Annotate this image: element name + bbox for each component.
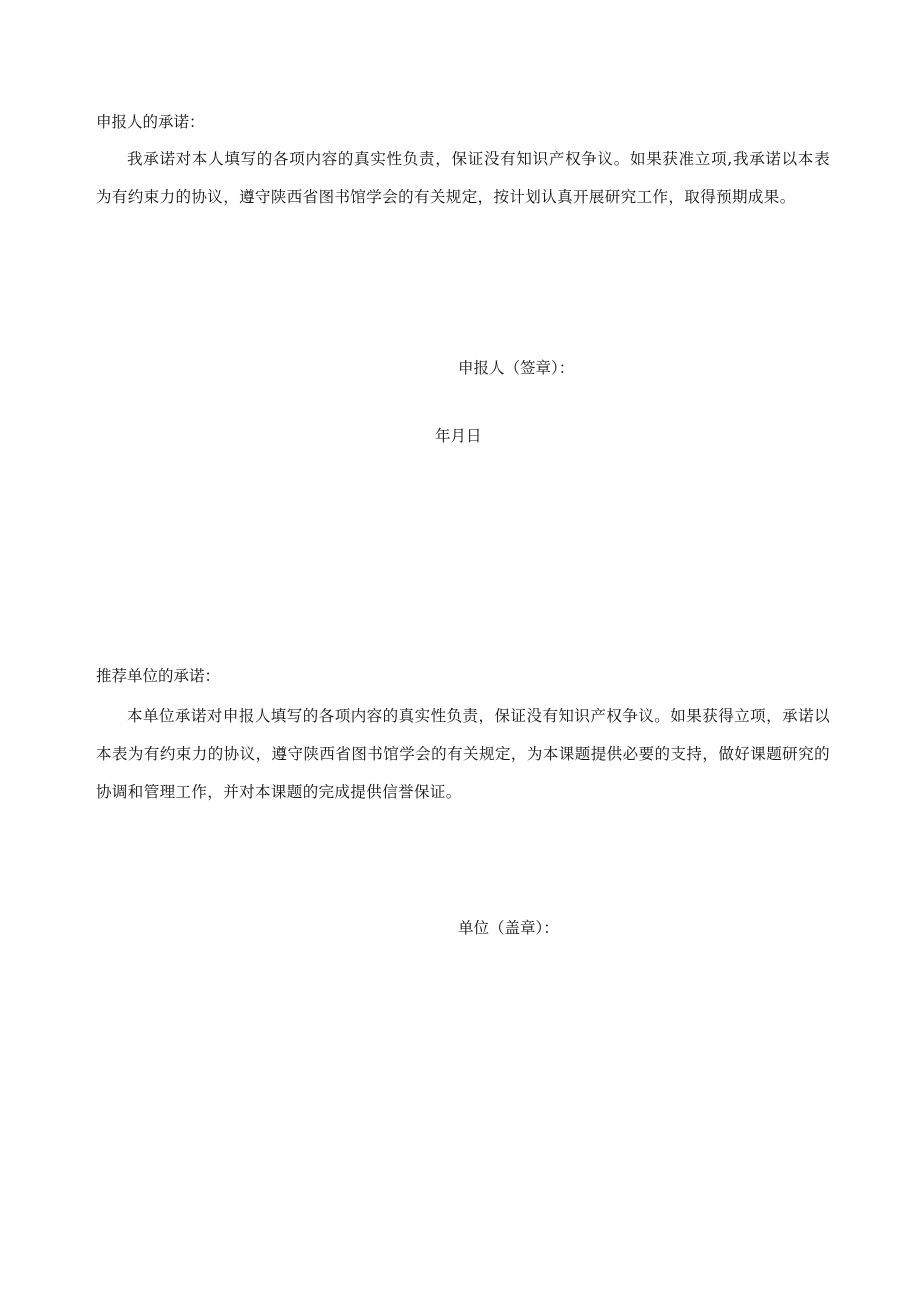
- applicant-signature-label: 申报人（签章）：: [458, 359, 575, 377]
- applicant-pledge-heading: 申报人的承诺：: [96, 113, 205, 131]
- applicant-pledge-text: 我承诺对本人填写的各项内容的真实性负责，保证没有知识产权争议。如果获准立项,我承诺以本表为有约束力的协议，遵守陕西省图书馆学会的有关规定，按计划认真开展研究工作，取得预期成果。: [96, 150, 830, 206]
- recommender-pledge-text: 本单位承诺对申报人填写的各项内容的真实性负责，保证没有知识产权争议。如果获得立项，承诺以本表为有约束力的协议，遵守陕西省图书馆学会的有关规定，为本课题提供必要的支持，做好课题研究的协调和管理工作，并对本课题的完成提供信誉保证。: [96, 707, 830, 801]
- recommender-seal-label: 单位（盖章）：: [458, 919, 559, 937]
- recommender-pledge-heading: 推荐单位的承诺：: [96, 667, 221, 685]
- applicant-date-label: 年月日: [435, 427, 482, 445]
